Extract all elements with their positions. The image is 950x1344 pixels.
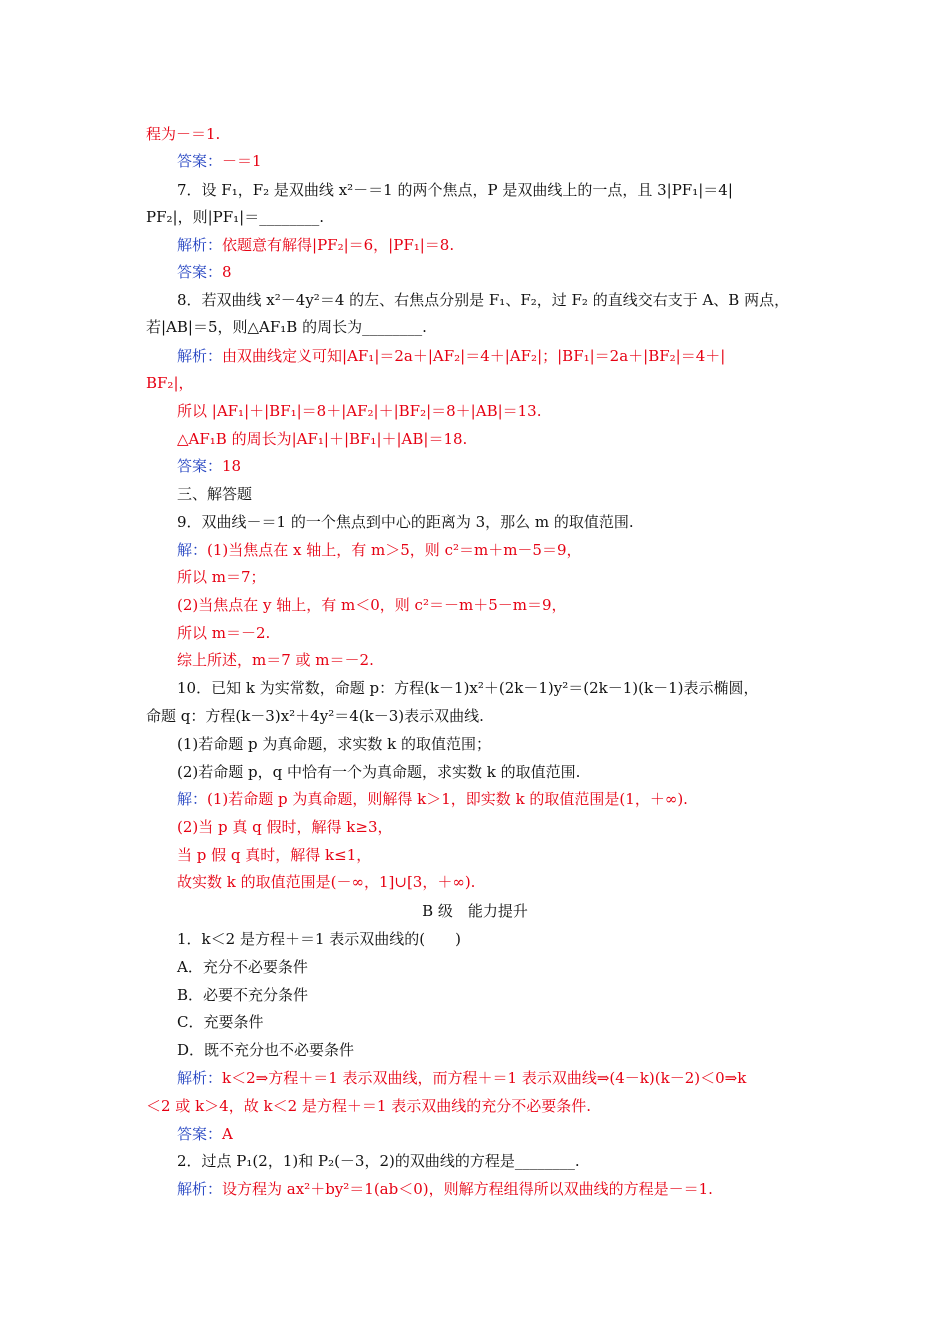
- section-heading-b: B 级 能力提升: [422, 902, 528, 920]
- analysis-line: 解析：设方程为 ax²＋by²＝1(ab＜0)，则解方程组得所以双曲线的方程是－＝1.: [177, 1180, 713, 1198]
- text-line: 所以 m＝－2.: [177, 624, 271, 642]
- question-10-part-2: (2)若命题 p，q 中恰有一个为真命题，求实数 k 的取值范围.: [177, 763, 581, 781]
- question-7-cont: PF₂|，则|PF₁|＝________.: [146, 208, 324, 226]
- text-line: (2)当 p 真 q 假时，解得 k≥3，: [177, 818, 393, 836]
- text-line: 故实数 k 的取值范围是(－∞，1]∪[3，＋∞).: [177, 873, 476, 891]
- option-c: C．充要条件: [177, 1013, 264, 1031]
- question-10-part-1: (1)若命题 p 为真命题，求实数 k 的取值范围；: [177, 735, 492, 753]
- answer-line: 答案：A: [177, 1125, 233, 1143]
- answer-line: 答案：8: [177, 263, 232, 281]
- text-line: 当 p 假 q 真时，解得 k≤1，: [177, 846, 372, 864]
- analysis-line: 解析：k＜2⇒方程＋＝1 表示双曲线，而方程＋＝1 表示双曲线⇒(4－k)(k－2)＜0⇒k: [177, 1069, 747, 1087]
- option-a: A．充分不必要条件: [177, 958, 308, 976]
- section-heading: 三、解答题: [177, 485, 253, 503]
- question-10-cont: 命题 q：方程(k－3)x²＋4y²＝4(k－3)表示双曲线.: [146, 707, 484, 725]
- question-7: 7．设 F₁，F₂ 是双曲线 x²－＝1 的两个焦点，P 是双曲线上的一点，且 3|PF₁|＝4|: [177, 181, 733, 199]
- text-line: 所以 m＝7；: [177, 568, 266, 586]
- text-line: (2)当焦点在 y 轴上，有 m＜0，则 c²＝－m＋5－m＝9，: [177, 596, 567, 614]
- answer-line: 答案：18: [177, 457, 242, 475]
- question-9: 9．双曲线－＝1 的一个焦点到中心的距离为 3，那么 m 的取值范围.: [177, 513, 634, 531]
- analysis-line: 解析：依题意有解得|PF₂|＝6，|PF₁|＝8.: [177, 236, 455, 254]
- text-line: ＜2 或 k＞4，故 k＜2 是方程＋＝1 表示双曲线的充分不必要条件.: [146, 1097, 591, 1115]
- text-line: 所以 |AF₁|＋|BF₁|＝8＋|AF₂|＋|BF₂|＝8＋|AB|＝13.: [177, 402, 542, 420]
- analysis-line: 解析：由双曲线定义可知|AF₁|＝2a＋|AF₂|＝4＋|AF₂|；|BF₁|＝2a＋|BF₂|＝4＋|: [177, 347, 726, 365]
- answer-line: 答案：－＝1: [177, 152, 262, 170]
- question-b1: 1．k＜2 是方程＋＝1 表示双曲线的( ): [177, 930, 461, 948]
- option-d: D．既不充分也不必要条件: [177, 1041, 355, 1059]
- question-8: 8．若双曲线 x²－4y²＝4 的左、右焦点分别是 F₁、F₂，过 F₂ 的直线交右支于 A、B 两点，: [177, 291, 790, 309]
- text-line: 综上所述，m＝7 或 m＝－2.: [177, 651, 374, 669]
- question-8-cont: 若|AB|＝5，则△AF₁B 的周长为________.: [146, 318, 427, 336]
- text-line: 程为－＝1.: [146, 125, 221, 143]
- solution-line: 解：(1)当焦点在 x 轴上，有 m＞5，则 c²＝m＋m－5＝9，: [177, 541, 582, 559]
- question-10: 10．已知 k 为实常数，命题 p：方程(k－1)x²＋(2k－1)y²＝(2k－1)(k－1)表示椭圆，: [177, 679, 759, 697]
- text-line: BF₂|，: [146, 374, 194, 392]
- solution-line: 解：(1)若命题 p 为真命题，则解得 k＞1，即实数 k 的取值范围是(1，＋∞).: [177, 790, 688, 808]
- question-b2: 2．过点 P₁(2，1)和 P₂(－3，2)的双曲线的方程是________.: [177, 1152, 580, 1170]
- text-line: △AF₁B 的周长为|AF₁|＋|BF₁|＋|AB|＝18.: [177, 430, 468, 448]
- option-b: B．必要不充分条件: [177, 986, 309, 1004]
